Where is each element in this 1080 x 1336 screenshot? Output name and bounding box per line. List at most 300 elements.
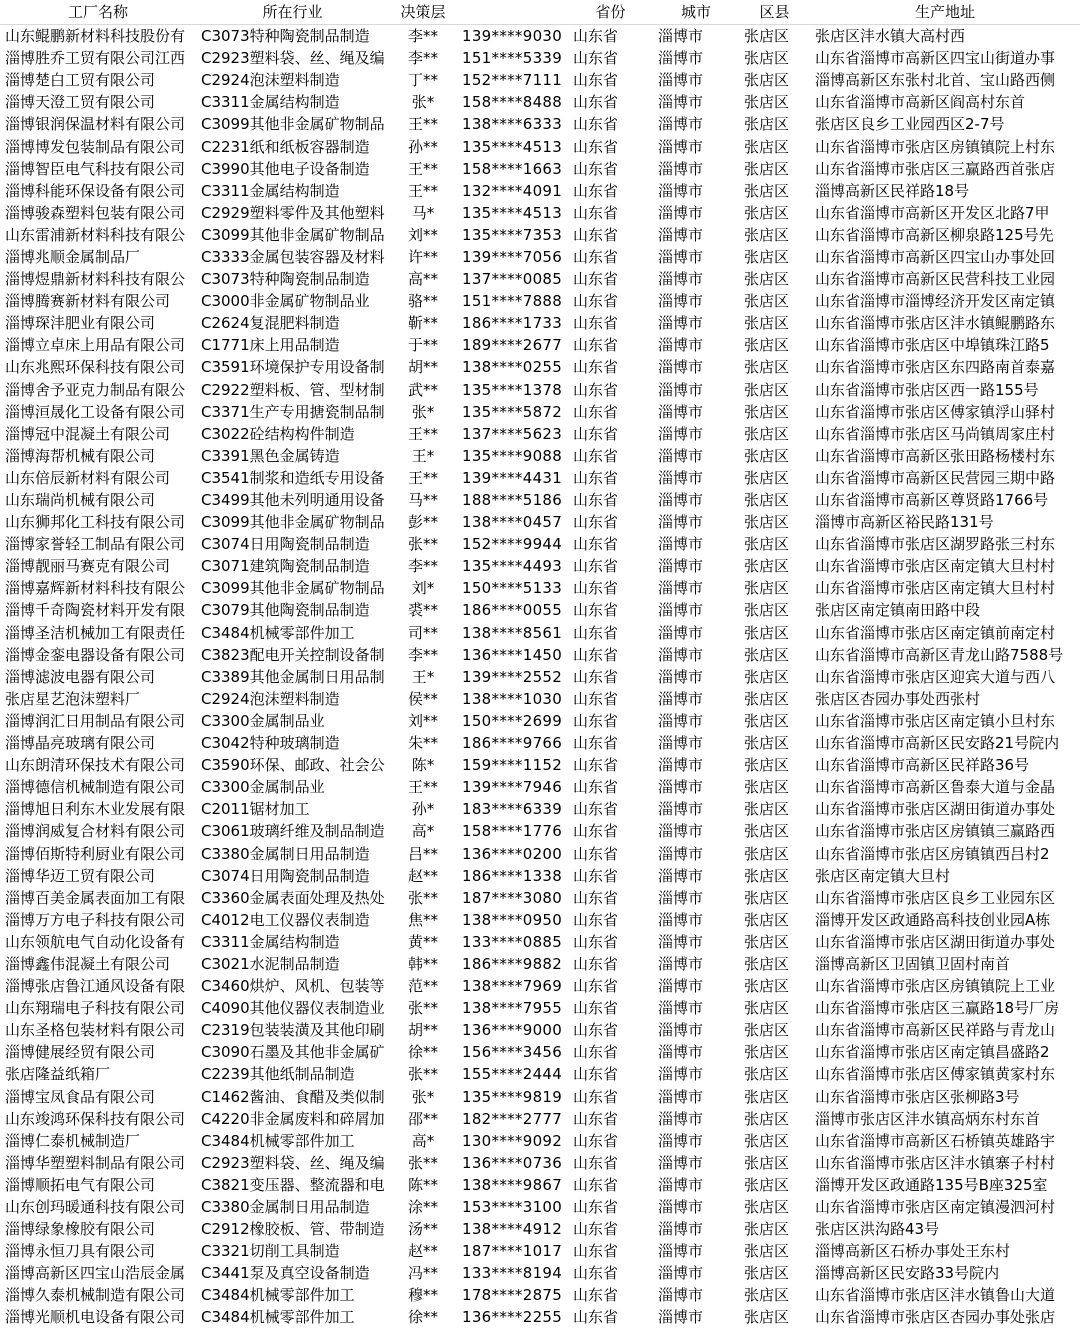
- factory-name-cell: 淄博千奇陶瓷材料开发有限: [5, 601, 186, 620]
- province-cell: 山东省: [573, 601, 619, 620]
- table-row[interactable]: [0, 732, 1080, 754]
- table-row[interactable]: [0, 710, 1080, 732]
- phone-cell: 159****1152: [457, 754, 568, 776]
- table-row[interactable]: [0, 931, 1080, 953]
- province-cell: 山东省: [573, 778, 619, 797]
- district-cell: 张店区: [739, 356, 810, 378]
- district-cell: 张店区: [739, 622, 810, 644]
- factory-name-cell: 淄博晶亮玻璃有限公司: [5, 734, 156, 753]
- phone-cell: 130****9092: [462, 1131, 563, 1150]
- factory-name-cell: 淄博立卓床上用品有限公司: [5, 336, 186, 355]
- district-cell: 张店区: [744, 999, 790, 1018]
- decision-maker-cell: 刘**: [389, 224, 457, 246]
- phone-cell: 151****7888: [462, 292, 563, 311]
- phone-cell: 189****2677: [462, 336, 563, 355]
- table-row[interactable]: [0, 1284, 1080, 1306]
- province-cell: 山东省: [568, 47, 653, 69]
- city-cell: 淄博市: [658, 689, 704, 708]
- factory-name-cell: 淄博仁泰机械制造厂: [5, 1131, 141, 1150]
- city-cell: 淄博市: [653, 577, 739, 599]
- decision-maker-cell: 孙**: [389, 135, 457, 157]
- address-cell: 张店区南定镇南田路中段: [815, 601, 981, 620]
- table-row[interactable]: [0, 91, 1080, 113]
- industry-cell: C3321切削工具制造: [196, 1240, 389, 1262]
- city-cell: 淄博市: [658, 292, 704, 311]
- decision-maker-cell: 陈*: [389, 754, 457, 776]
- address-cell: 山东省淄博市张店区南定镇前南定村: [810, 622, 1080, 644]
- industry-cell: C2231纸和纸板容器制造: [196, 135, 389, 157]
- table-row[interactable]: [0, 842, 1080, 864]
- table-row[interactable]: [0, 953, 1080, 975]
- table-row[interactable]: [0, 113, 1080, 135]
- table-row[interactable]: [0, 379, 1080, 401]
- city-cell: 淄博市: [658, 380, 704, 399]
- decision-maker-cell: 司**: [389, 622, 457, 644]
- city-cell: 淄博市: [658, 203, 704, 222]
- address-cell: 山东省淄博市张店区中埠镇珠江路5: [815, 336, 1050, 355]
- industry-cell: C2011锯材加工: [196, 798, 389, 820]
- header-factory-name[interactable]: 工厂名称: [67, 3, 128, 21]
- table-row[interactable]: [0, 290, 1080, 312]
- table-row[interactable]: [0, 975, 1080, 997]
- district-cell: 张店区: [739, 1196, 810, 1218]
- table-row[interactable]: [0, 1041, 1080, 1063]
- address-cell: 山东省淄博市张店区三赢路18号厂房: [815, 999, 1060, 1018]
- district-cell: 张店区: [744, 1220, 790, 1239]
- province-cell: 山东省: [568, 401, 653, 423]
- district-cell: 张店区: [739, 975, 810, 997]
- province-cell: 山东省: [568, 224, 653, 246]
- phone-cell: 139****7946: [462, 778, 563, 797]
- district-cell: 张店区: [739, 1152, 810, 1174]
- phone-cell: 183****6339: [457, 798, 568, 820]
- city-cell: 淄博市: [653, 931, 739, 953]
- header-industry[interactable]: 所在行业: [262, 3, 323, 21]
- industry-cell: C2924泡沫塑料制造: [201, 71, 340, 90]
- phone-cell: 138****1030: [462, 689, 563, 708]
- factory-name-cell: 山东圣格包装材料有限公司: [0, 1019, 196, 1041]
- decision-maker-cell: 张*: [389, 401, 457, 423]
- decision-maker-cell: 武**: [407, 380, 438, 399]
- table-row[interactable]: [0, 1152, 1080, 1174]
- factory-name-cell: 淄博腾赛新材料有限公司: [5, 292, 171, 311]
- district-cell: 张店区: [739, 533, 810, 555]
- factory-name-cell: 淄博高新区四宝山浩辰金属: [5, 1264, 186, 1283]
- decision-maker-cell: 骆**: [407, 292, 438, 311]
- industry-cell: C3311金属结构制造: [196, 931, 389, 953]
- district-cell: 张店区: [739, 135, 810, 157]
- district-cell: 张店区: [739, 180, 810, 202]
- phone-cell: 135****9819: [462, 1087, 563, 1106]
- district-cell: 张店区: [739, 798, 810, 820]
- district-cell: 张店区: [744, 601, 790, 620]
- factory-name-cell: 淄博家誉轻工制品有限公司: [0, 533, 196, 555]
- factory-name-cell: 山东兆熙环保科技有限公司: [0, 356, 196, 378]
- city-cell: 淄博市: [653, 47, 739, 69]
- table-row[interactable]: [0, 268, 1080, 290]
- province-cell: 山东省: [573, 27, 619, 46]
- district-cell: 张店区: [739, 91, 810, 113]
- table-row[interactable]: [0, 1262, 1080, 1284]
- factory-name-cell: 山东鲲鹏新材料科技股份有: [5, 27, 186, 46]
- table-row[interactable]: [0, 1306, 1080, 1328]
- phone-cell: 153****3100: [457, 1196, 568, 1218]
- factory-name-cell: 淄博永恒刀具有限公司: [0, 1240, 196, 1262]
- factory-name-cell: 淄博佰斯特利厨业有限公司: [0, 842, 196, 864]
- district-cell: 张店区: [744, 513, 790, 532]
- province-cell: 山东省: [568, 180, 653, 202]
- table-row[interactable]: [0, 489, 1080, 511]
- header-district[interactable]: 区县: [759, 3, 790, 21]
- address-cell: 山东省淄博市张店区杏园办事处张店: [815, 1308, 1056, 1327]
- province-cell: 山东省: [573, 734, 619, 753]
- district-cell: 张店区: [744, 1264, 790, 1283]
- province-cell: 山东省: [573, 1131, 619, 1150]
- decision-maker-cell: 冯**: [407, 1264, 438, 1283]
- address-cell: 山东省淄博市高新区柳泉路125号先: [810, 224, 1080, 246]
- decision-maker-cell: 王**: [407, 159, 438, 178]
- province-cell: 山东省: [568, 666, 653, 688]
- city-cell: 淄博市: [658, 910, 704, 929]
- address-cell: 淄博高新区东张村北首、宝山路西侧: [815, 71, 1056, 90]
- table-row[interactable]: [0, 246, 1080, 268]
- district-cell: 张店区: [744, 380, 790, 399]
- factory-name-cell: 淄博旭日利东木业发展有限: [0, 798, 196, 820]
- table-row[interactable]: [0, 1240, 1080, 1262]
- table-row[interactable]: [0, 467, 1080, 489]
- city-cell: 淄博市: [658, 601, 704, 620]
- industry-cell: C3591环境保护专用设备制: [196, 356, 389, 378]
- table-row[interactable]: [0, 445, 1080, 467]
- province-cell: 山东省: [573, 468, 619, 487]
- city-cell: 淄博市: [658, 247, 704, 266]
- table-row[interactable]: [0, 1218, 1080, 1240]
- table-row[interactable]: [0, 577, 1080, 599]
- province-cell: 山东省: [568, 1063, 653, 1085]
- header-address[interactable]: 生产地址: [914, 3, 975, 21]
- address-cell: 山东省淄博市张店区沣水镇鲲鹏路东: [810, 312, 1080, 334]
- table-row[interactable]: [0, 865, 1080, 887]
- address-cell: 山东省淄博市高新区民祥路与青龙山: [810, 1019, 1080, 1041]
- table-row[interactable]: [0, 1196, 1080, 1218]
- decision-maker-cell: 侯**: [407, 689, 438, 708]
- factory-name-cell: 淄博滤波电器有限公司: [0, 666, 196, 688]
- header-city[interactable]: 城市: [680, 3, 711, 21]
- address-cell: 山东省淄博市张店区房镇镇西吕村2: [810, 842, 1080, 864]
- phone-cell: 137****0085: [457, 268, 568, 290]
- table-row[interactable]: [0, 820, 1080, 842]
- province-cell: 山东省: [573, 292, 619, 311]
- decision-maker-cell: 穆**: [389, 1284, 457, 1306]
- phone-cell: 133****0885: [457, 931, 568, 953]
- address-cell: 山东省淄博市张店区傅家镇浮山驿村: [810, 401, 1080, 423]
- address-cell: 山东省淄博市张店区东四路南首泰嘉: [810, 356, 1080, 378]
- address-cell: 张店区良乡工业园西区2-7号: [815, 115, 1005, 134]
- decision-maker-cell: 徐**: [407, 1043, 438, 1062]
- table-row[interactable]: [0, 312, 1080, 334]
- city-cell: 淄博市: [653, 356, 739, 378]
- factory-name-cell: 淄博舍予亚克力制品有限公: [5, 380, 186, 399]
- table-row[interactable]: [0, 180, 1080, 202]
- address-cell: 山东省淄博市张店区沣水镇寨子村村: [810, 1152, 1080, 1174]
- phone-cell: 152****9944: [457, 533, 568, 555]
- city-cell: 淄博市: [658, 1131, 704, 1150]
- province-cell: 山东省: [568, 798, 653, 820]
- province-cell: 山东省: [573, 513, 619, 532]
- table-row[interactable]: [0, 47, 1080, 69]
- industry-cell: C1771床上用品制造: [201, 336, 340, 355]
- industry-cell: C3541制浆和造纸专用设备: [201, 468, 385, 487]
- district-cell: 张店区: [739, 1063, 810, 1085]
- address-cell: 淄博市张店区沣水镇高炳东村东首: [810, 1108, 1080, 1130]
- table-row[interactable]: [0, 909, 1080, 931]
- table-row[interactable]: [0, 1063, 1080, 1085]
- decision-maker-cell: 赵**: [389, 1240, 457, 1262]
- industry-cell: C3590环保、邮政、社会公: [196, 754, 389, 776]
- address-cell: 山东省淄博市高新区民营园三期中路: [815, 468, 1056, 487]
- district-cell: 张店区: [744, 1308, 790, 1327]
- city-cell: 淄博市: [653, 1240, 739, 1262]
- phone-cell: 150****5133: [457, 577, 568, 599]
- table-row[interactable]: [0, 599, 1080, 621]
- address-cell: 山东省淄博市高新区尊贤路1766号: [810, 489, 1080, 511]
- phone-cell: 182****2777: [457, 1108, 568, 1130]
- industry-cell: C3300金属制品业: [201, 778, 325, 797]
- decision-maker-cell: 张**: [389, 887, 457, 909]
- district-cell: 张店区: [739, 445, 810, 467]
- city-cell: 淄博市: [653, 975, 739, 997]
- province-cell: 山东省: [573, 336, 619, 355]
- decision-maker-cell: 孙*: [389, 798, 457, 820]
- decision-maker-cell: 李**: [407, 27, 438, 46]
- phone-cell: 136****9000: [457, 1019, 568, 1041]
- phone-cell: 135****5872: [457, 401, 568, 423]
- industry-cell: C3460烘炉、风机、包装等: [196, 975, 389, 997]
- factory-name-cell: 淄博德信机械制造有限公司: [5, 778, 186, 797]
- address-cell: 山东省淄博市张店区傅家镇黄家村东: [810, 1063, 1080, 1085]
- address-cell: 山东省淄博市张店区良乡工业园东区: [810, 887, 1080, 909]
- address-cell: 山东省淄博市高新区四宝山办事处回: [815, 247, 1056, 266]
- factory-name-cell: 淄博骏森塑料包装有限公司: [5, 203, 186, 222]
- province-cell: 山东省: [573, 822, 619, 841]
- decision-maker-cell: 于**: [407, 336, 438, 355]
- table-row[interactable]: [0, 69, 1080, 91]
- district-cell: 张店区: [744, 1175, 790, 1194]
- table-row[interactable]: [0, 1019, 1080, 1041]
- district-cell: 张店区: [744, 866, 790, 885]
- industry-cell: C3333金属包装容器及材料: [201, 247, 385, 266]
- header-phone[interactable]: [457, 0, 568, 25]
- decision-maker-cell: 刘*: [389, 577, 457, 599]
- decision-maker-cell: 焦**: [407, 910, 438, 929]
- phone-cell: 178****2875: [457, 1284, 568, 1306]
- province-cell: 山东省: [568, 1152, 653, 1174]
- factory-name-cell: 张店星艺泡沫塑料厂: [5, 689, 141, 708]
- address-cell: 淄博开发区政通路高科技创业园A栋: [815, 910, 1051, 929]
- decision-maker-cell: 朱**: [407, 734, 438, 753]
- district-cell: 张店区: [744, 1087, 790, 1106]
- province-cell: 山东省: [568, 91, 653, 113]
- phone-cell: 133****8194: [462, 1264, 563, 1283]
- district-cell: 张店区: [739, 1284, 810, 1306]
- factory-name-cell: 山东雷浦新材料科技有限公: [0, 224, 196, 246]
- district-cell: 张店区: [739, 401, 810, 423]
- factory-name-cell: 淄博光顺机电设备有限公司: [5, 1308, 186, 1327]
- province-cell: 山东省: [568, 975, 653, 997]
- table-row[interactable]: [0, 776, 1080, 798]
- city-cell: 淄博市: [653, 91, 739, 113]
- district-cell: 张店区: [744, 689, 790, 708]
- industry-cell: C3441泵及真空设备制造: [201, 1264, 370, 1283]
- province-cell: 山东省: [568, 622, 653, 644]
- phone-cell: 188****5186: [457, 489, 568, 511]
- address-cell: 张店区沣水镇大高村西: [815, 27, 966, 46]
- address-cell: 山东省淄博市张店区南定镇小旦村东: [810, 710, 1080, 732]
- industry-cell: C3499其他未列明通用设备: [196, 489, 389, 511]
- header-province[interactable]: 省份: [595, 3, 626, 21]
- phone-cell: 139****7056: [462, 247, 563, 266]
- district-cell: 张店区: [739, 1019, 810, 1041]
- address-cell: 山东省淄博市高新区开发区北路7甲: [815, 203, 1050, 222]
- industry-cell: C3079其他陶瓷制品制造: [201, 601, 370, 620]
- factory-name-cell: 淄博兆顺金属制品厂: [5, 247, 141, 266]
- phone-cell: 138****0950: [462, 910, 563, 929]
- table-row[interactable]: [0, 997, 1080, 1019]
- phone-cell: 138****6333: [462, 115, 563, 134]
- header-decision-maker[interactable]: 决策层: [400, 3, 446, 21]
- district-cell: 张店区: [744, 247, 790, 266]
- phone-cell: 135****4513: [457, 135, 568, 157]
- industry-cell: C3823配电开关控制设备制: [201, 645, 385, 664]
- city-cell: 淄博市: [658, 645, 704, 664]
- city-cell: 淄博市: [658, 1308, 704, 1327]
- decision-maker-cell: 张**: [389, 1152, 457, 1174]
- table-row[interactable]: [0, 754, 1080, 776]
- address-cell: 山东省淄博市张店区三赢路西首张店: [815, 159, 1056, 178]
- decision-maker-cell: 许**: [407, 247, 438, 266]
- factory-name-cell: 淄博琛沣肥业有限公司: [0, 312, 196, 334]
- factory-name-cell: 淄博天澄工贸有限公司: [0, 91, 196, 113]
- address-cell: 山东省淄博市高新区阎高村东首: [810, 91, 1080, 113]
- table-row[interactable]: [0, 1130, 1080, 1152]
- province-cell: 山东省: [568, 1108, 653, 1130]
- decision-maker-cell: 范**: [389, 975, 457, 997]
- address-cell: 山东省淄博市张店区湖田街道办事处: [810, 931, 1080, 953]
- phone-cell: 151****5339: [457, 47, 568, 69]
- table-row[interactable]: [0, 1108, 1080, 1130]
- province-cell: 山东省: [573, 71, 619, 90]
- address-cell: 淄博高新区民祥路18号: [810, 180, 1080, 202]
- table-row[interactable]: [0, 356, 1080, 378]
- table-row[interactable]: [0, 533, 1080, 555]
- city-cell: 淄博市: [658, 778, 704, 797]
- province-cell: 山东省: [568, 445, 653, 467]
- table-row[interactable]: [0, 224, 1080, 246]
- address-cell: 山东省淄博市张店区南定镇大旦村村: [815, 557, 1056, 576]
- industry-cell: C3099其他非金属矿物制品: [196, 224, 389, 246]
- table-row[interactable]: [0, 644, 1080, 666]
- city-cell: 淄博市: [653, 1196, 739, 1218]
- district-cell: 张店区: [744, 1131, 790, 1150]
- city-cell: 淄博市: [658, 1087, 704, 1106]
- decision-maker-cell: 李**: [407, 645, 438, 664]
- factory-name-cell: 山东创玛暖通科技有限公司: [0, 1196, 196, 1218]
- district-cell: 张店区: [739, 224, 810, 246]
- decision-maker-cell: 张*: [389, 91, 457, 113]
- address-cell: 山东省淄博市张店区湖罗路张三村东: [810, 533, 1080, 555]
- address-cell: 山东省淄博市张店区房镇镇三赢路西: [815, 822, 1056, 841]
- table-row[interactable]: [0, 334, 1080, 356]
- factory-name-cell: 淄博洹晟化工设备有限公司: [0, 401, 196, 423]
- industry-cell: C3074日用陶瓷制品制造: [196, 533, 389, 555]
- address-cell: 山东省淄博市张店区南定镇昌盛路2: [815, 1043, 1050, 1062]
- factory-name-cell: 淄博健展经贸有限公司: [5, 1043, 156, 1062]
- district-cell: 张店区: [744, 468, 790, 487]
- city-cell: 淄博市: [658, 27, 704, 46]
- header-row: [0, 0, 1080, 25]
- factory-name-cell: 山东狮邦化工科技有限公司: [5, 513, 186, 532]
- district-cell: 张店区: [744, 424, 790, 443]
- table-row[interactable]: [0, 158, 1080, 180]
- province-cell: 山东省: [573, 866, 619, 885]
- address-cell: 山东省淄博市张店区马尚镇周家庄村: [815, 424, 1056, 443]
- city-cell: 淄博市: [653, 1152, 739, 1174]
- address-cell: 淄博高新区民安路33号院内: [815, 1264, 1000, 1283]
- phone-cell: 135****1378: [462, 380, 563, 399]
- industry-cell: C3074日用陶瓷制品制造: [201, 866, 370, 885]
- phone-cell: 138****0255: [457, 356, 568, 378]
- city-cell: 淄博市: [658, 159, 704, 178]
- table-row[interactable]: [0, 423, 1080, 445]
- phone-cell: 132****4091: [457, 180, 568, 202]
- address-cell: 淄博高新区石桥办事处王东村: [810, 1240, 1080, 1262]
- phone-cell: 135****7353: [457, 224, 568, 246]
- table-row[interactable]: [0, 555, 1080, 577]
- table-row[interactable]: [0, 1174, 1080, 1196]
- table-row[interactable]: [0, 798, 1080, 820]
- phone-cell: 186****9766: [462, 734, 563, 753]
- table-row[interactable]: [0, 511, 1080, 533]
- table-row[interactable]: [0, 887, 1080, 909]
- table-row[interactable]: [0, 401, 1080, 423]
- decision-maker-cell: 李**: [389, 47, 457, 69]
- table-row[interactable]: [0, 25, 1080, 48]
- table-row[interactable]: [0, 202, 1080, 224]
- decision-maker-cell: 吕**: [389, 842, 457, 864]
- industry-cell: C4220非金属废料和碎屑加: [196, 1108, 389, 1130]
- decision-maker-cell: 马**: [389, 489, 457, 511]
- province-cell: 山东省: [573, 1087, 619, 1106]
- factory-name-cell: 淄博博发包装制品有限公司: [0, 135, 196, 157]
- table-row[interactable]: [0, 135, 1080, 157]
- address-cell: 淄博市高新区裕民路131号: [815, 513, 994, 532]
- phone-cell: 138****7955: [462, 999, 563, 1018]
- decision-maker-cell: 王**: [407, 468, 438, 487]
- table-row[interactable]: [0, 622, 1080, 644]
- table-row[interactable]: [0, 688, 1080, 710]
- table-row[interactable]: [0, 666, 1080, 688]
- district-cell: 张店区: [744, 645, 790, 664]
- city-cell: 淄博市: [653, 1019, 739, 1041]
- decision-maker-cell: 彭**: [407, 513, 438, 532]
- district-cell: 张店区: [744, 292, 790, 311]
- province-cell: 山东省: [568, 754, 653, 776]
- table-row[interactable]: [0, 1086, 1080, 1108]
- decision-maker-cell: 刘**: [389, 710, 457, 732]
- phone-cell: 158****1776: [462, 822, 563, 841]
- phone-cell: 136****0736: [457, 1152, 568, 1174]
- phone-cell: 135****4493: [462, 557, 563, 576]
